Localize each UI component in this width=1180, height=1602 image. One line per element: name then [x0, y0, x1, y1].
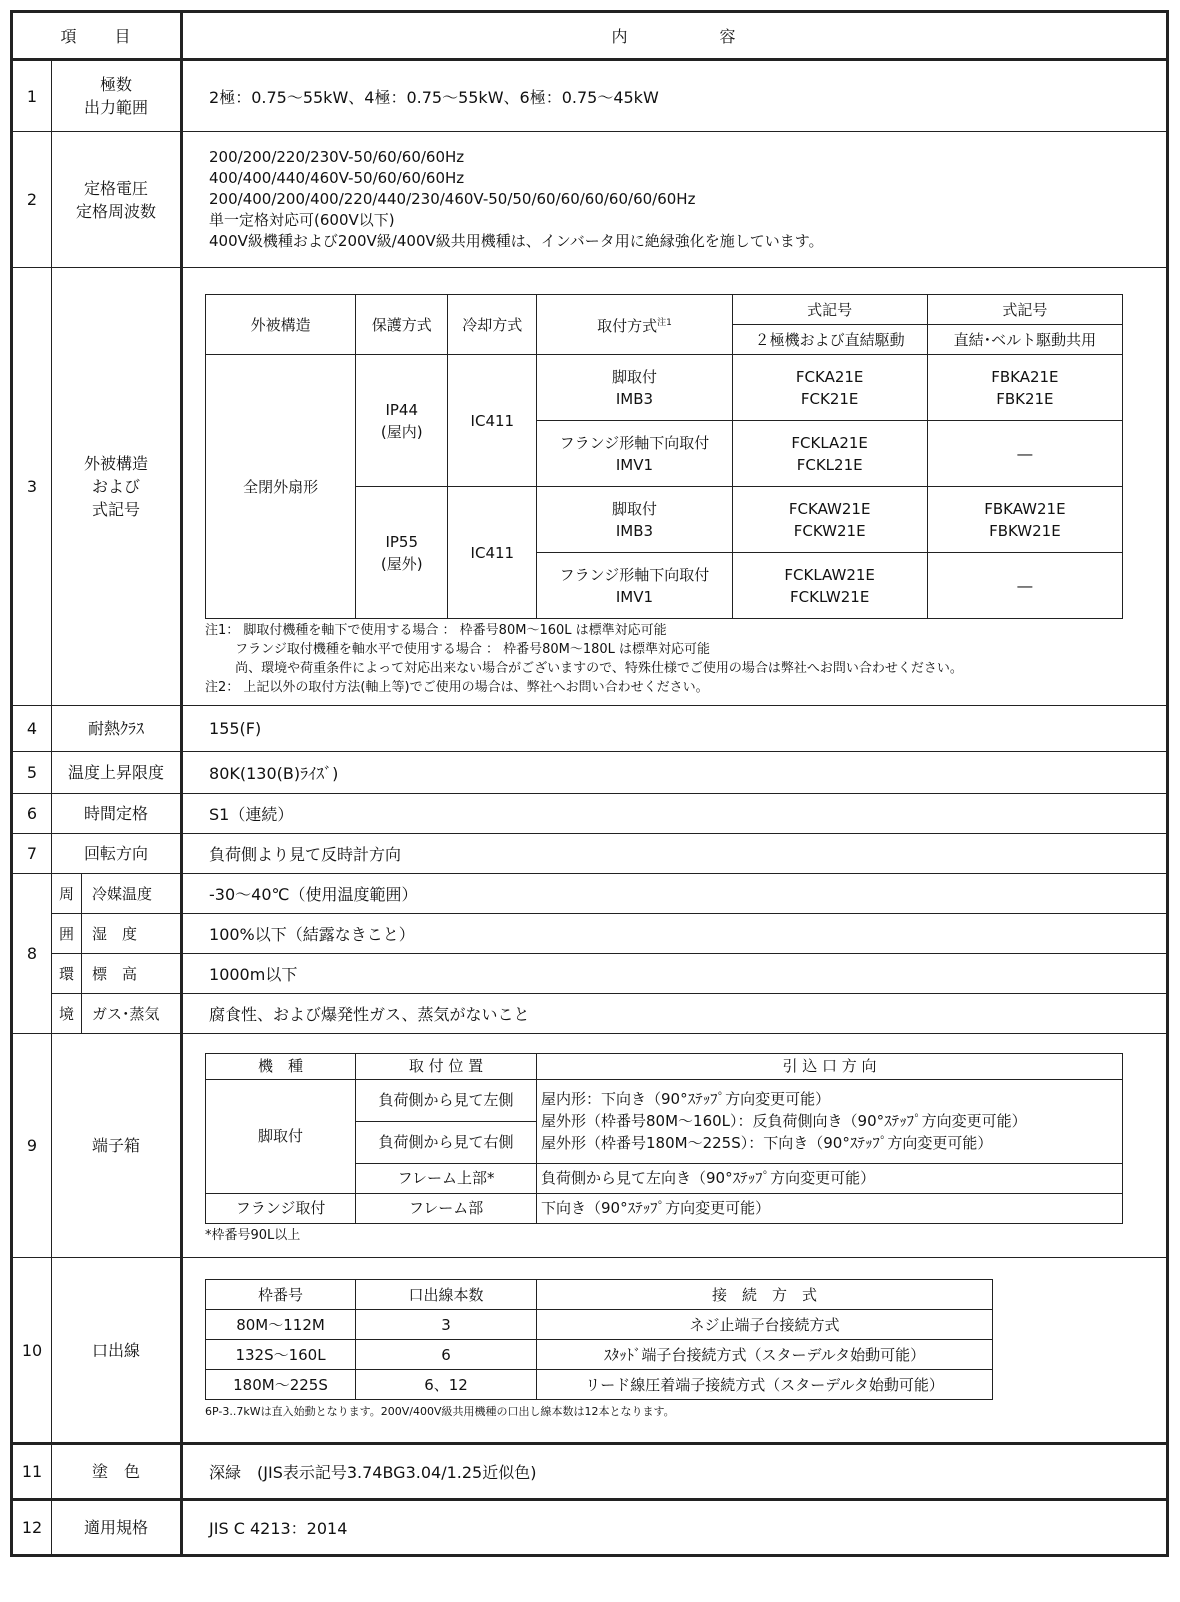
row-number: 4: [12, 706, 52, 752]
model-3a: FCKAW21E FCKW21E: [732, 487, 927, 553]
row-content: 深緑 (JIS表示記号3.74BG3.04/1.25近似色): [182, 1444, 1168, 1500]
row-number: 5: [12, 752, 52, 794]
row-number: 9: [12, 1034, 52, 1258]
header-content: 内 容: [182, 12, 1168, 60]
header-position: 取 付 位 置: [356, 1053, 537, 1079]
spec-row-4: [12, 706, 1168, 752]
row-number: 6: [12, 794, 52, 834]
method-3: リード線圧着端子接続方式（スターデルタ始動可能）: [537, 1370, 993, 1400]
header-direction: 引 込 口 方 向: [537, 1053, 1123, 1079]
model-4a: FCKLAW21E FCKLW21E: [732, 553, 927, 619]
row-item: 定格電圧 定格周波数: [52, 132, 182, 268]
env-item-4: ガス･蒸気: [82, 994, 182, 1034]
lead-note: 6P-3..7kWは直入始動となります。200V/400V級共用機種の口出し線本数は12本となります。: [205, 1405, 675, 1418]
env-char-4: 境: [52, 994, 82, 1034]
row-content: 200/200/220/230V-50/60/60/60Hz 400/400/440/460V-50/60/60/60Hz 200/400/200/400/220/440/230/460V-50/50/60/60/60/60/60/60Hz 単一定格対応可(600V以下) 400V級機種および200V級/400V級共用機種は、インバータ用に絶縁強化を施しています。: [182, 132, 1168, 268]
terminal-note: *枠番号90L以上: [205, 1227, 301, 1243]
row-number: 8: [12, 874, 52, 1034]
spec-row-10: [12, 1258, 1168, 1444]
header-count: 口出線本数: [356, 1280, 537, 1310]
env-item-3: 標 高: [82, 954, 182, 994]
mount-foot-b: 脚取付 IMB3: [537, 487, 732, 553]
spec-row-11: [12, 1444, 1168, 1500]
header-frame: 枠番号: [206, 1280, 356, 1310]
env-content-4: 腐食性、および爆発性ガス、蒸気がないこと: [182, 994, 1168, 1034]
position-left: 負荷側から見て左側: [356, 1079, 537, 1121]
mount-foot-a: 脚取付 IMB3: [537, 355, 732, 421]
spec-row-1: [12, 60, 1168, 132]
spec-row-8c: [12, 954, 1168, 994]
model-1b: FBKA21E FBK21E: [927, 355, 1122, 421]
row-content: 2極：0.75～55kW、4極：0.75～55kW、6極：0.75～45kW: [182, 60, 1168, 132]
row-number: 3: [12, 268, 52, 706]
frame-3: 180M～225S: [206, 1370, 356, 1400]
row-item: 時間定格: [52, 794, 182, 834]
header-cooling: 冷却方式: [448, 295, 537, 355]
spec-row-3: [12, 268, 1168, 706]
header-model-sub-1: ２極機および直結駆動: [732, 325, 927, 355]
position-right: 負荷側から見て右側: [356, 1121, 537, 1163]
spec-row-5: [12, 752, 1168, 794]
row-number: 7: [12, 834, 52, 874]
env-content-3: 1000m以下: [182, 954, 1168, 994]
row-item: 塗 色: [52, 1444, 182, 1500]
frame-1: 80M～112M: [206, 1310, 356, 1340]
direction-side: 屋内形：下向き（90°ｽﾃｯﾌﾟ方向変更可能） 屋外形（枠番号80M～160L）：反負荷側向き（90°ｽﾃｯﾌﾟ方向変更可能） 屋外形（枠番号180M～225S）：下向き（90°ｽﾃｯﾌﾟ方向変更可能）: [537, 1079, 1123, 1163]
frame-2: 132S～160L: [206, 1340, 356, 1370]
row-number: 10: [12, 1258, 52, 1444]
row-content: JIS C 4213：2014: [182, 1500, 1168, 1556]
env-item-1: 冷媒温度: [82, 874, 182, 914]
terminal-cell: [182, 1034, 1168, 1258]
row-item: 外被構造 および 式記号: [52, 268, 182, 706]
row-content: S1（連続）: [182, 794, 1168, 834]
mount-flange-a: フランジ形軸下向取付 IMV1: [537, 421, 732, 487]
structure-table: [205, 294, 1123, 619]
row-item: 口出線: [52, 1258, 182, 1444]
lead-table: [205, 1279, 993, 1400]
model-3b: FBKAW21E FBKW21E: [927, 487, 1122, 553]
protection-ip44: IP44 (屋内): [356, 355, 448, 487]
model-flange: フランジ取付: [206, 1193, 356, 1223]
position-frame: フレーム部: [356, 1193, 537, 1223]
row-number: 2: [12, 132, 52, 268]
header-model: 機 種: [206, 1053, 356, 1079]
spec-row-6: [12, 794, 1168, 834]
env-content-1: -30～40℃（使用温度範囲）: [182, 874, 1168, 914]
header-method: 接 続 方 式: [537, 1280, 993, 1310]
env-item-2: 湿 度: [82, 914, 182, 954]
structure-cell: [182, 268, 1168, 706]
env-content-2: 100%以下（結露なきこと）: [182, 914, 1168, 954]
method-1: ネジ止端子台接続方式: [537, 1310, 993, 1340]
position-top: フレーム上部*: [356, 1163, 537, 1193]
header-structure: 外被構造: [206, 295, 356, 355]
row-item: 耐熱ｸﾗｽ: [52, 706, 182, 752]
count-3: 6、12: [356, 1370, 537, 1400]
model-1a: FCKA21E FCK21E: [732, 355, 927, 421]
row-number: 1: [12, 60, 52, 132]
header-row: [12, 12, 1168, 60]
method-2: ｽﾀｯﾄﾞ端子台接続方式（スターデルタ始動可能）: [537, 1340, 993, 1370]
spec-row-7: [12, 834, 1168, 874]
direction-frame: 下向き（90°ｽﾃｯﾌﾟ方向変更可能）: [537, 1193, 1123, 1223]
row-item: 回転方向: [52, 834, 182, 874]
spec-row-12: [12, 1500, 1168, 1556]
row-content: 80K(130(B)ﾗｲｽﾞ): [182, 752, 1168, 794]
env-char-3: 環: [52, 954, 82, 994]
spec-table: [10, 10, 1169, 1557]
row-item: 適用規格: [52, 1500, 182, 1556]
spec-row-8a: [12, 874, 1168, 914]
spec-row-2: [12, 132, 1168, 268]
cooling-ic411-a: IC411: [448, 355, 537, 487]
mount-flange-b: フランジ形軸下向取付 IMV1: [537, 553, 732, 619]
model-2a: FCKLA21E FCKL21E: [732, 421, 927, 487]
header-model-2: 式記号: [927, 295, 1122, 325]
header-model-sub-2: 直結･ベルト駆動共用: [927, 325, 1122, 355]
mounting-label: 取付方式: [597, 317, 658, 335]
header-model-1: 式記号: [732, 295, 927, 325]
row-item: 端子箱: [52, 1034, 182, 1258]
row-content: 155(F): [182, 706, 1168, 752]
lead-cell: [182, 1258, 1168, 1444]
env-char-2: 囲: [52, 914, 82, 954]
env-char-1: 周: [52, 874, 82, 914]
spec-row-9: [12, 1034, 1168, 1258]
row-content: 負荷側より見て反時計方向: [182, 834, 1168, 874]
count-2: 6: [356, 1340, 537, 1370]
row-item: 極数 出力範囲: [52, 60, 182, 132]
direction-top: 負荷側から見て左向き（90°ｽﾃｯﾌﾟ方向変更可能）: [537, 1163, 1123, 1193]
model-4b: ―: [927, 553, 1122, 619]
terminal-table: [205, 1053, 1123, 1224]
structure-note: 注1： 脚取付機種を軸下で使用する場合 ： 枠番号80M～160L は標準対応可能 フランジ取付機種を軸水平で使用する場合 ： 枠番号80M～180L は標準対応可能 尚、環境や荷重条件によって対応出来ない場合がございますので、特殊仕様でご使用の場合は弊社へお問い合わせください。 注2： 上記以外の取付方法(軸上等)でご使用の場合は、弊社へお問い合わせください。: [205, 623, 963, 695]
header-item: 項 目: [12, 12, 182, 60]
protection-ip55: IP55 (屋外): [356, 487, 448, 619]
header-protection: 保護方式: [356, 295, 448, 355]
spec-row-8d: [12, 994, 1168, 1034]
count-1: 3: [356, 1310, 537, 1340]
model-2b: ―: [927, 421, 1122, 487]
header-mounting: [537, 295, 732, 355]
mounting-note-ref: 注1: [657, 318, 672, 328]
cooling-ic411-b: IC411: [448, 487, 537, 619]
spec-row-8b: [12, 914, 1168, 954]
model-foot: 脚取付: [206, 1079, 356, 1193]
row-number: 12: [12, 1500, 52, 1556]
structure-value: 全閉外扇形: [206, 355, 356, 619]
row-item: 温度上昇限度: [52, 752, 182, 794]
row-number: 11: [12, 1444, 52, 1500]
